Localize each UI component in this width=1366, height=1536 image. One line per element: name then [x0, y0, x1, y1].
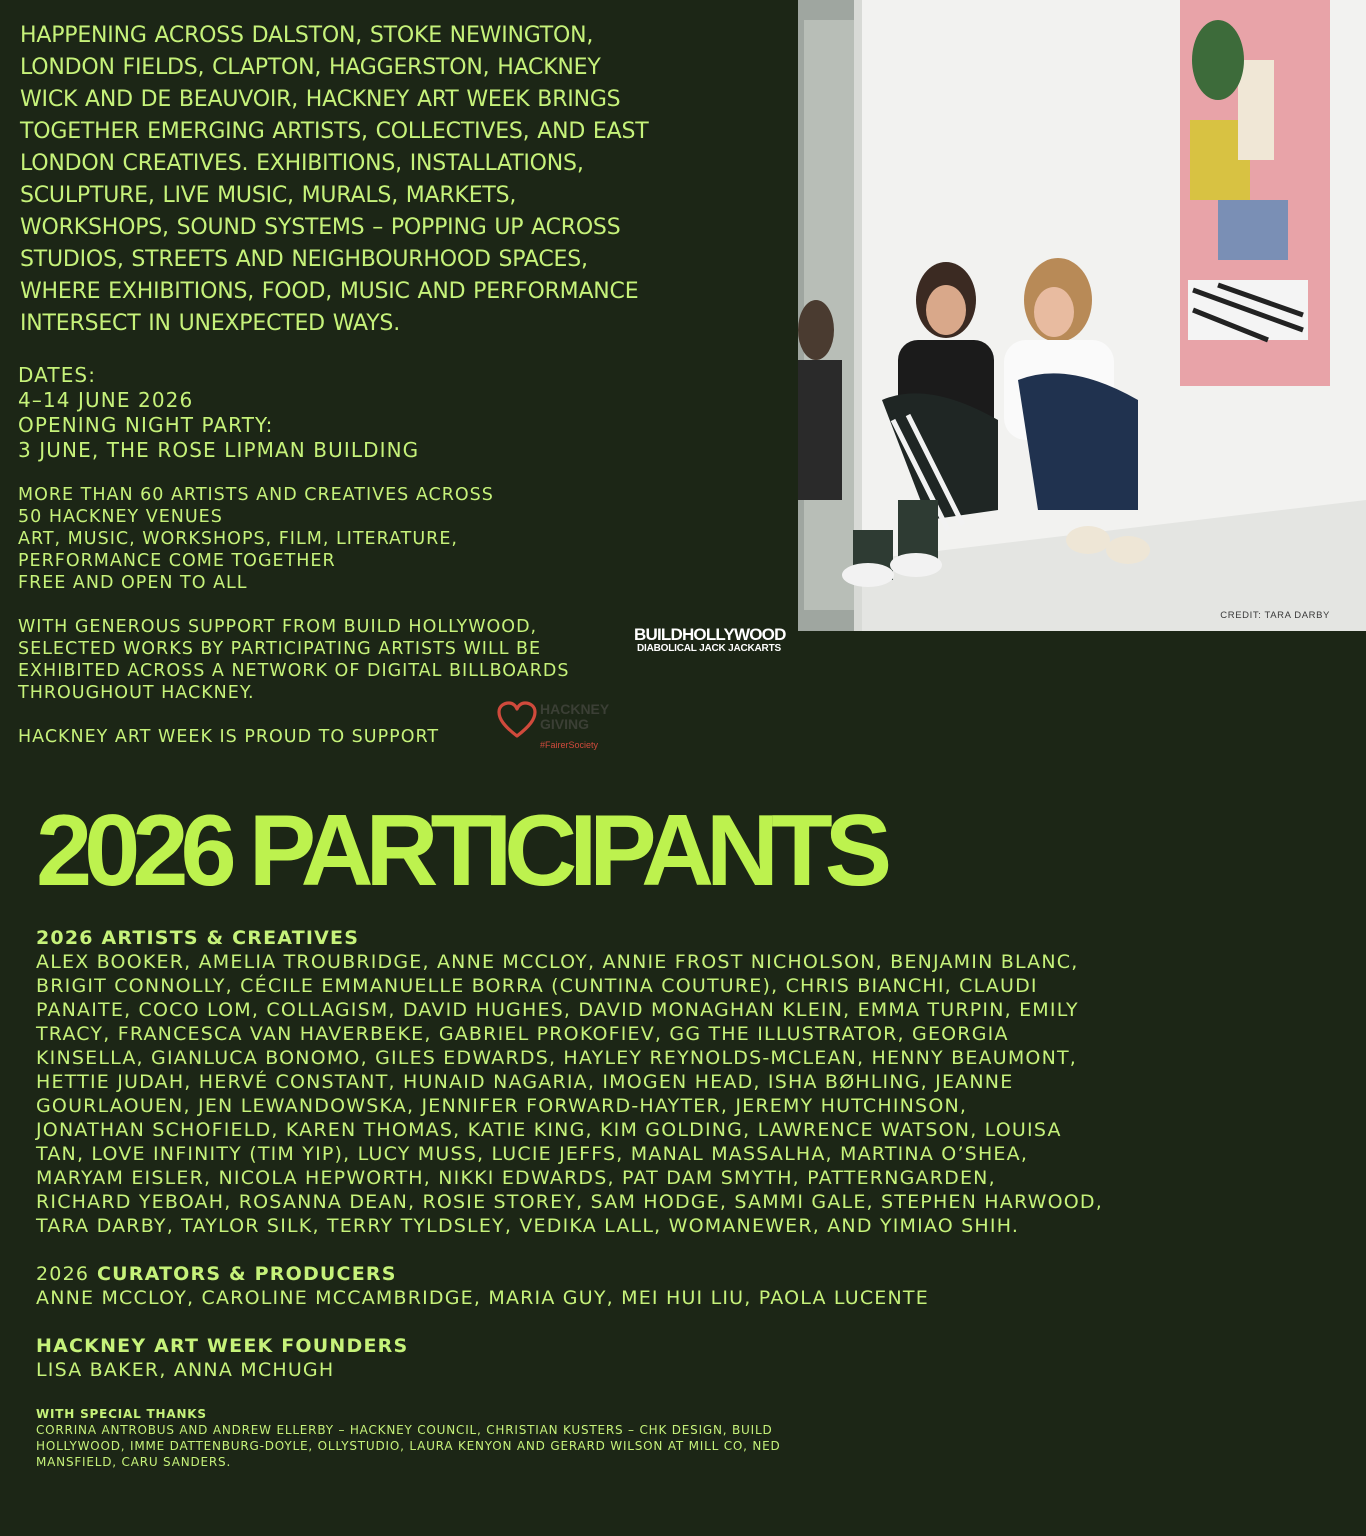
intro-line: SCULPTURE, LIVE MUSIC, MURALS, MARKETS,	[20, 183, 517, 208]
fact-line: ART, MUSIC, WORKSHOPS, FILM, LITERATURE,	[18, 529, 458, 549]
sponsor-line: SELECTED WORKS BY PARTICIPATING ARTISTS WILL BE	[18, 639, 542, 659]
fact-line: FREE AND OPEN TO ALL	[18, 573, 248, 593]
founders-heading: HACKNEY ART WEEK FOUNDERS	[36, 1335, 409, 1357]
intro-line: TOGETHER EMERGING ARTISTS, COLLECTIVES, AND EAST	[20, 119, 649, 144]
photo-credit: CREDIT: TARA DARBY	[1220, 610, 1330, 621]
curators-names: ANNE MCCLOY, CAROLINE MCCAMBRIDGE, MARIA GUY, MEI HUI LIU, PAOLA LUCENTE	[36, 1287, 929, 1309]
fact-line: MORE THAN 60 ARTISTS AND CREATIVES ACROSS	[18, 485, 494, 505]
artists-line: GOURLAOUEN, JEN LEWANDOWSKA, JENNIFER FORWARD-HAYTER, JEREMY HUTCHINSON,	[36, 1095, 968, 1117]
artists-line: TRACY, FRANCESCA VAN HAVERBEKE, GABRIEL PROKOFIEV, GG THE ILLUSTRATOR, GEORGIA	[36, 1023, 1009, 1045]
sponsor-line: THROUGHOUT HACKNEY.	[18, 683, 255, 703]
charity-support-text: HACKNEY ART WEEK IS PROUD TO SUPPORT	[18, 727, 440, 747]
fact-line: PERFORMANCE COME TOGETHER	[18, 551, 336, 571]
opening-night-value: 3 JUNE, THE ROSE LIPMAN BUILDING	[18, 438, 420, 462]
fact-line: 50 HACKNEY VENUES	[18, 507, 223, 527]
thanks-line: CORRINA ANTROBUS AND ANDREW ELLERBY – HACKNEY COUNCIL, CHRISTIAN KUSTERS – CHK DESIGN, BUILD	[36, 1423, 773, 1437]
hackney-giving-wordmark	[540, 702, 609, 732]
artists-heading: 2026 ARTISTS & CREATIVES	[36, 927, 360, 949]
sponsor-note	[18, 616, 638, 704]
intro-line: WORKSHOPS, SOUND SYSTEMS – POPPING UP ACROSS	[20, 215, 621, 240]
thanks-heading: WITH SPECIAL THANKS	[36, 1407, 207, 1421]
build-hollywood-logo-subtext: DIABOLICAL JACK JACKARTS	[637, 643, 781, 654]
intro-line: HAPPENING ACROSS DALSTON, STOKE NEWINGTON,	[20, 23, 594, 48]
thanks-line: HOLLYWOOD, IMME DATTENBURG-DOYLE, OLLYSTUDIO, LAURA KENYON AND GERARD WILSON AT MILL CO, NED	[36, 1439, 781, 1453]
artists-line: HETTIE JUDAH, HERVÉ CONSTANT, HUNAID NAGARIA, IMOGEN HEAD, ISHA BØHLING, JEANNE	[36, 1071, 1014, 1093]
dates-label: DATES:	[18, 363, 97, 387]
event-dates	[18, 363, 618, 463]
artists-line: ALEX BOOKER, AMELIA TROUBRIDGE, ANNE MCCLOY, ANNIE FROST NICHOLSON, BENJAMIN BLANC,	[36, 951, 1079, 973]
thanks-line: MANSFIELD, CARU SANDERS.	[36, 1455, 232, 1469]
hackney-giving-line2: GIVING	[540, 716, 590, 732]
intro-line: LONDON FIELDS, CLAPTON, HAGGERSTON, HACKNEY	[20, 55, 601, 80]
artists-line: RICHARD YEBOAH, ROSANNA DEAN, ROSIE STOREY, SAM HODGE, SAMMI GALE, STEPHEN HARWOOD,	[36, 1191, 1103, 1213]
artists-line: MARYAM EISLER, NICOLA HEPWORTH, NIKKI EDWARDS, PAT DAM SMYTH, PATTERNGARDEN,	[36, 1167, 996, 1189]
hackney-giving-line1: HACKNEY	[540, 701, 610, 717]
intro-line: WHERE EXHIBITIONS, FOOD, MUSIC AND PERFORMANCE	[20, 279, 639, 304]
curators-heading	[36, 1262, 1206, 1286]
founders-photo-illustration	[798, 0, 1366, 631]
intro-paragraph	[20, 20, 652, 340]
sponsor-line: WITH GENEROUS SUPPORT FROM BUILD HOLLYWOOD,	[18, 617, 538, 637]
curators-heading-year: 2026	[36, 1263, 90, 1285]
intro-line: WICK AND DE BEAUVOIR, HACKNEY ART WEEK BRINGS	[20, 87, 621, 112]
curators-section	[36, 1262, 1206, 1310]
intro-line: INTERSECT IN UNEXPECTED WAYS.	[20, 311, 400, 336]
artists-line: TARA DARBY, TAYLOR SILK, TERRY TYLDSLEY, VEDIKA LALL, WOMANEWER, AND YIMIAO SHIH.	[36, 1215, 1020, 1237]
hackney-giving-tagline: #FairerSociety	[540, 740, 599, 750]
special-thanks	[36, 1406, 936, 1470]
opening-night-label: OPENING NIGHT PARTY:	[18, 413, 274, 437]
sponsor-line: EXHIBITED ACROSS A NETWORK OF DIGITAL BILLBOARDS	[18, 661, 570, 681]
build-hollywood-logo-text: BUILDHOLLYWOOD	[634, 625, 786, 644]
curators-heading-text: CURATORS & PRODUCERS	[96, 1263, 397, 1285]
artists-section	[36, 926, 1206, 1238]
founders-photo	[798, 0, 1366, 631]
founders-names: LISA BAKER, ANNA MCHUGH	[36, 1359, 335, 1381]
heart-icon	[496, 700, 538, 740]
dates-value: 4–14 JUNE 2026	[18, 388, 194, 412]
artists-line: TAN, LOVE INFINITY (TIM YIP), LUCY MUSS, LUCIE JEFFS, MANAL MASSALHA, MARTINA O’SHEA,	[36, 1143, 1029, 1165]
founders-section	[36, 1334, 1206, 1382]
build-hollywood-logo	[634, 626, 784, 656]
intro-line: STUDIOS, STREETS AND NEIGHBOURHOOD SPACES,	[20, 247, 588, 272]
artists-line: JONATHAN SCHOFIELD, KAREN THOMAS, KATIE KING, KIM GOLDING, LAWRENCE WATSON, LOUISA	[36, 1119, 1062, 1141]
artists-line: PANAITE, COCO LOM, COLLAGISM, DAVID HUGHES, DAVID MONAGHAN KLEIN, EMMA TURPIN, EMILY	[36, 999, 1079, 1021]
artists-line: KINSELLA, GIANLUCA BONOMO, GILES EDWARDS, HAYLEY REYNOLDS-MCLEAN, HENNY BEAUMONT,	[36, 1047, 1078, 1069]
artists-line: BRIGIT CONNOLLY, CÉCILE EMMANUELLE BORRA (CUNTINA COUTURE), CHRIS BIANCHI, CLAUDI	[36, 975, 1038, 997]
participants-title: 2026 PARTICIPANTS	[36, 795, 885, 907]
event-facts	[18, 484, 618, 594]
hackney-giving-logo	[496, 700, 636, 754]
intro-line: LONDON CREATIVES. EXHIBITIONS, INSTALLATIONS,	[20, 151, 584, 176]
